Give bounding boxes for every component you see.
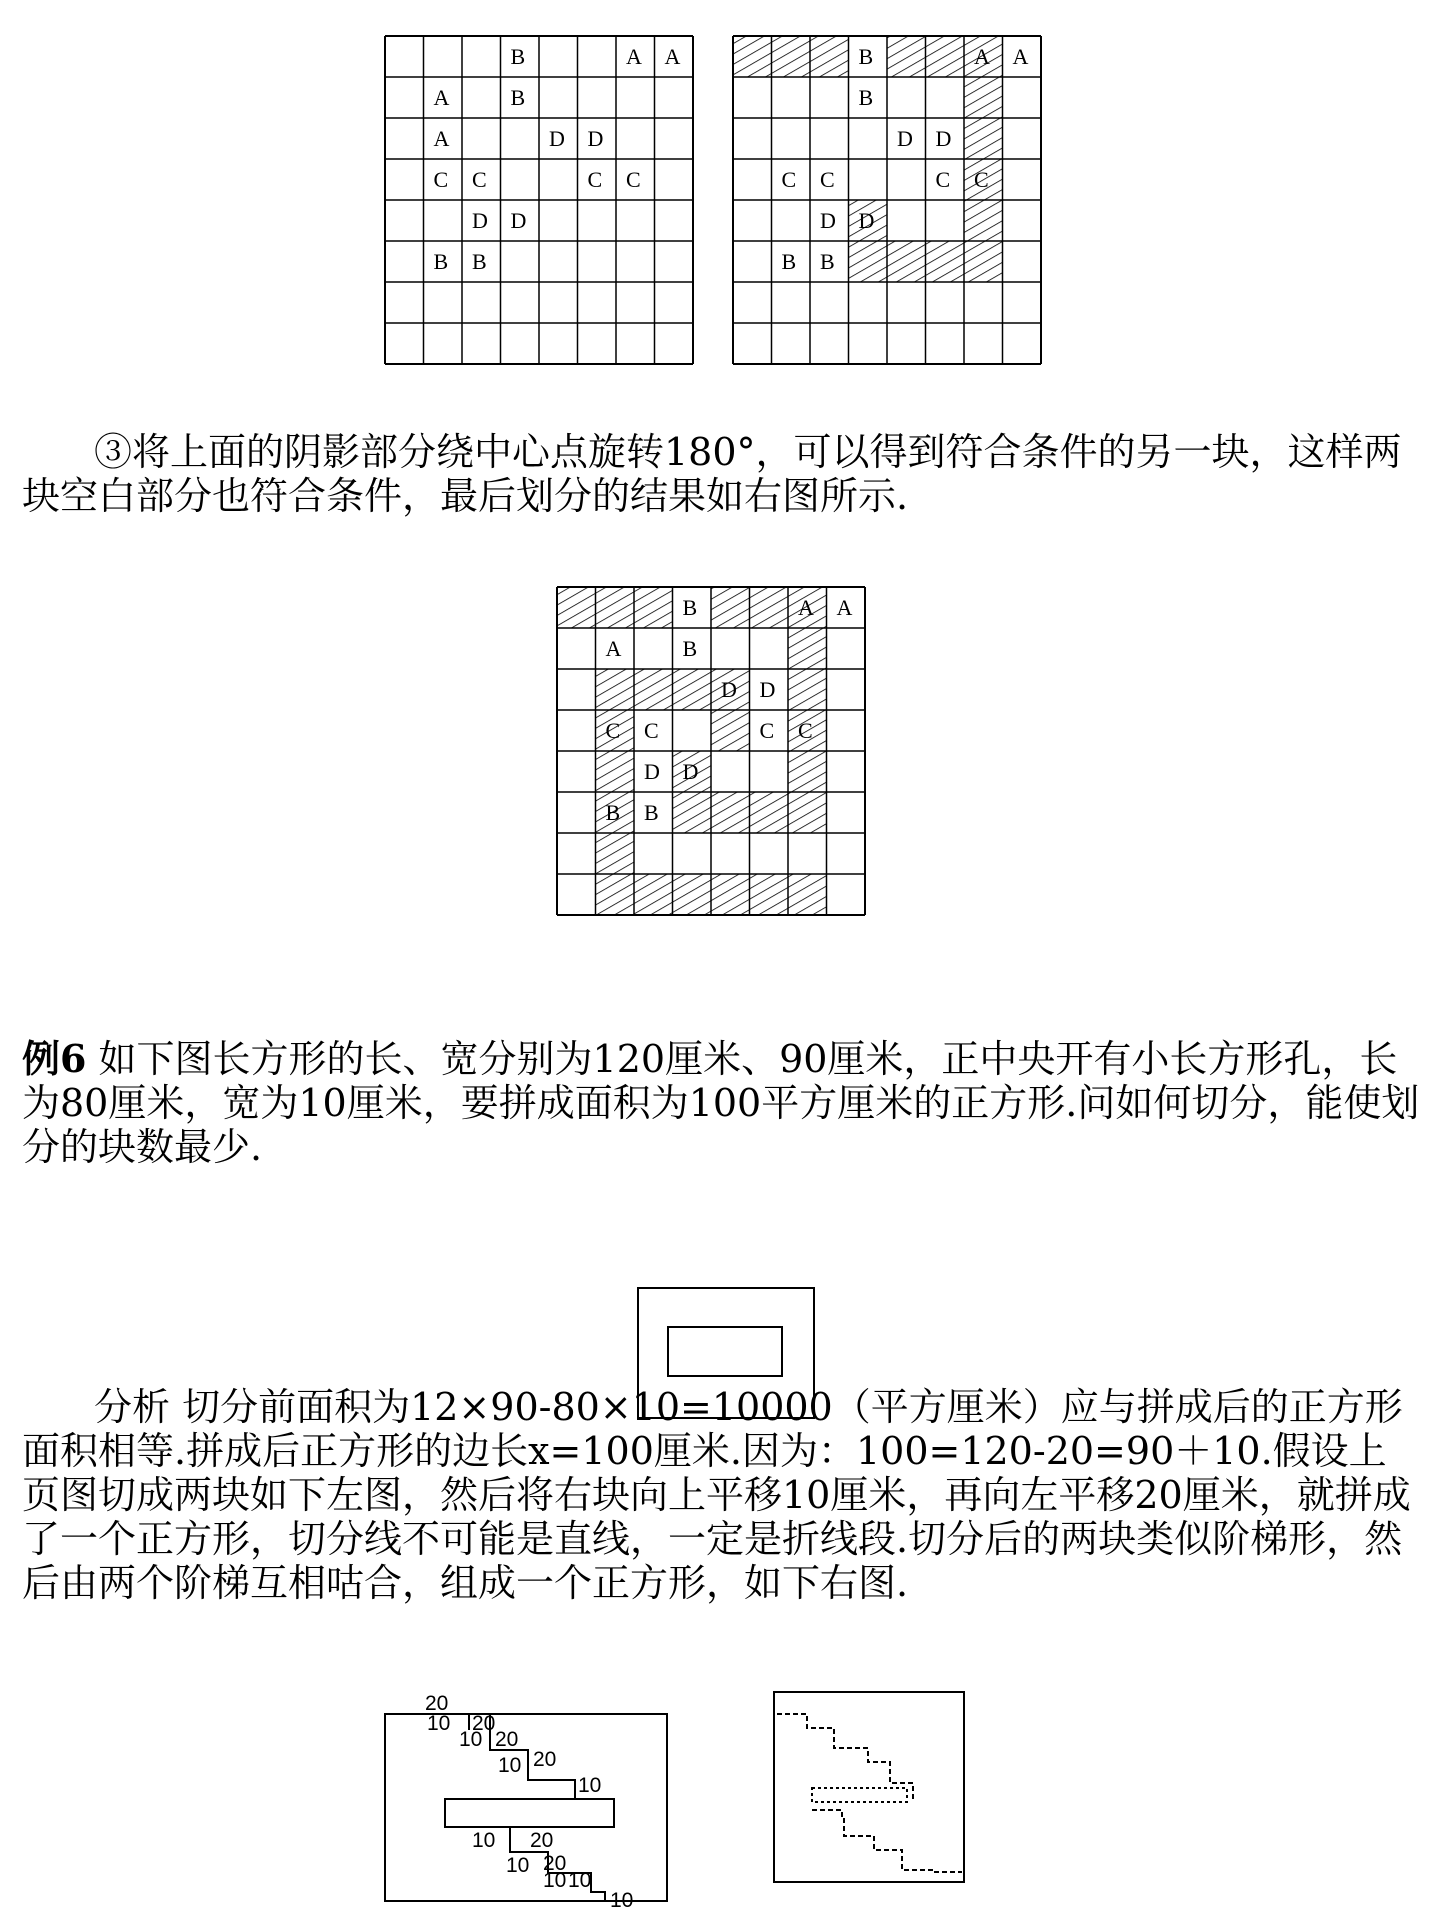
shaded-cell xyxy=(810,36,849,77)
cell-label: C xyxy=(781,167,797,192)
staircase-label: 20 xyxy=(472,1712,496,1735)
grid-figure-3 xyxy=(555,585,867,921)
gap-outline xyxy=(812,1788,907,1802)
cell-label: D xyxy=(644,759,660,784)
cell-label: B xyxy=(682,595,698,620)
cell-label: D xyxy=(682,759,699,784)
shaded-cell xyxy=(788,628,827,669)
cell-label: B xyxy=(433,249,449,274)
cell-label: A xyxy=(605,636,622,661)
cell-label: D xyxy=(510,208,527,233)
shaded-cell xyxy=(634,587,673,628)
shaded-cell xyxy=(887,241,926,282)
paragraph-rotation: ③将上面的阴影部分绕中心点旋转180°，可以得到符合条件的另一块，这样两块空白部分也符合条件，最后划分的结果如右图所示. xyxy=(22,430,1402,518)
shaded-cell xyxy=(711,874,750,915)
shaded-cell xyxy=(673,874,712,915)
cell-label: C xyxy=(798,718,813,743)
cell-label: A xyxy=(433,85,450,110)
cell-label: C xyxy=(605,718,621,743)
paragraph-example-6 xyxy=(22,1037,1422,1169)
inner-hole xyxy=(668,1327,782,1376)
staircase-label: 20 xyxy=(495,1728,519,1751)
shaded-cell xyxy=(596,669,635,710)
cell-label: D xyxy=(472,208,488,233)
grid-figure-2 xyxy=(731,34,1043,370)
staircase-label: 10 xyxy=(472,1829,496,1852)
staircase-label: 20 xyxy=(543,1852,567,1875)
cell-label: A xyxy=(1012,44,1029,69)
cell-label: B xyxy=(858,85,874,110)
staircase-cut-svg xyxy=(380,1680,680,1910)
cell-label: C xyxy=(820,167,835,192)
shaded-cell xyxy=(887,36,926,77)
cell-label: C xyxy=(759,718,775,743)
shaded-cell xyxy=(788,669,827,710)
cell-label: A xyxy=(433,126,450,151)
cell-label: B xyxy=(644,800,659,825)
shaded-cell xyxy=(634,874,673,915)
shaded-cell xyxy=(711,792,750,833)
cell-label: A xyxy=(798,595,814,620)
staircase-label: 20 xyxy=(533,1748,557,1771)
shaded-cell xyxy=(596,751,635,792)
paragraph-analysis: 分析 切分前面积为12×90-80×10=10000（平方厘米）应与拼成后的正方形面积相等.拼成后正方形的边长x=100厘米.因为：100=120-20=90＋10.假设上页图切成两块如下左图，然后将右块向上平移10厘米，再向左平移20厘米，就拼成了一个正方形，切分线不可能是直线，一定是折线段.切分后的两块类似阶梯形，然后由两个阶梯互相咕合，组成一个正方形，如下右图. xyxy=(22,1385,1411,1605)
shaded-cell xyxy=(711,587,750,628)
cell-label: D xyxy=(759,677,776,702)
staircase-label: 10 xyxy=(498,1754,522,1777)
shaded-cell xyxy=(596,833,635,874)
shaded-cell xyxy=(849,241,888,282)
shaded-cell xyxy=(733,36,772,77)
shaded-cell xyxy=(926,36,965,77)
cell-label: B xyxy=(510,44,526,69)
cell-label: C xyxy=(472,167,487,192)
shaded-cell xyxy=(711,710,750,751)
cell-label: B xyxy=(510,85,526,110)
staircase-label: 10 xyxy=(506,1854,530,1877)
cell-label: C xyxy=(626,167,641,192)
grid-figure-3-svg xyxy=(555,585,867,921)
grid-figure-1 xyxy=(383,34,695,370)
grid-figure-1-svg xyxy=(383,34,695,370)
cell-label: B xyxy=(605,800,621,825)
cell-label: B xyxy=(820,249,835,274)
shaded-cell xyxy=(788,874,827,915)
cell-label: C xyxy=(644,718,659,743)
shaded-cell xyxy=(673,792,712,833)
shaded-cell xyxy=(634,669,673,710)
example-text: 如下图长方形的长、宽分别为120厘米、90厘米，正中央开有小长方形孔，长为80厘米，宽为10厘米，要拼成面积为100平方厘米的正方形.问如何切分，能使划分的块数最少. xyxy=(22,1037,1420,1169)
cell-label: C xyxy=(935,167,951,192)
example-label: 例6 xyxy=(22,1036,87,1081)
shaded-cell xyxy=(557,587,596,628)
cell-label: D xyxy=(935,126,952,151)
grid-figure-2-svg xyxy=(731,34,1043,370)
cell-label: D xyxy=(897,126,913,151)
cell-label: B xyxy=(781,249,797,274)
shaded-cell xyxy=(926,241,965,282)
staircase-cut-figure xyxy=(380,1680,680,1914)
shaded-cell xyxy=(964,77,1003,118)
cell-label: D xyxy=(820,208,836,233)
staircase-label: 10 xyxy=(459,1728,483,1751)
cell-label: A xyxy=(626,44,642,69)
cell-label: A xyxy=(664,44,681,69)
inner-hole xyxy=(445,1799,614,1827)
cell-label: D xyxy=(587,126,604,151)
shaded-cell xyxy=(772,36,811,77)
cell-label: D xyxy=(721,677,737,702)
staircase-label: 10 xyxy=(568,1869,592,1892)
cell-label: A xyxy=(974,44,990,69)
staircase-label: 10 xyxy=(543,1869,567,1892)
staircase-label: 10 xyxy=(610,1889,634,1910)
shaded-cell xyxy=(596,874,635,915)
shaded-cell xyxy=(964,200,1003,241)
cell-label: C xyxy=(587,167,603,192)
shaded-cell xyxy=(788,751,827,792)
cell-label: D xyxy=(549,126,565,151)
shaded-cell xyxy=(788,792,827,833)
cell-label: B xyxy=(858,44,874,69)
shaded-cell xyxy=(750,587,789,628)
step-line-lower xyxy=(812,1810,962,1872)
cell-label: B xyxy=(472,249,487,274)
shaded-cell xyxy=(673,669,712,710)
cell-label: A xyxy=(836,595,853,620)
staircase-label: 20 xyxy=(530,1829,554,1852)
cell-label: B xyxy=(682,636,698,661)
cell-label: D xyxy=(858,208,875,233)
assembled-square-figure xyxy=(772,1690,972,1894)
shaded-cell xyxy=(964,241,1003,282)
staircase-label: 20 xyxy=(425,1692,449,1715)
shaded-cell xyxy=(750,792,789,833)
cell-label: C xyxy=(974,167,989,192)
shaded-cell xyxy=(750,874,789,915)
shaded-cell xyxy=(964,118,1003,159)
staircase-label: 10 xyxy=(578,1774,602,1797)
cell-label: C xyxy=(433,167,449,192)
assembled-square-svg xyxy=(772,1690,972,1890)
shaded-cell xyxy=(596,587,635,628)
staircase-label: 10 xyxy=(427,1712,451,1735)
